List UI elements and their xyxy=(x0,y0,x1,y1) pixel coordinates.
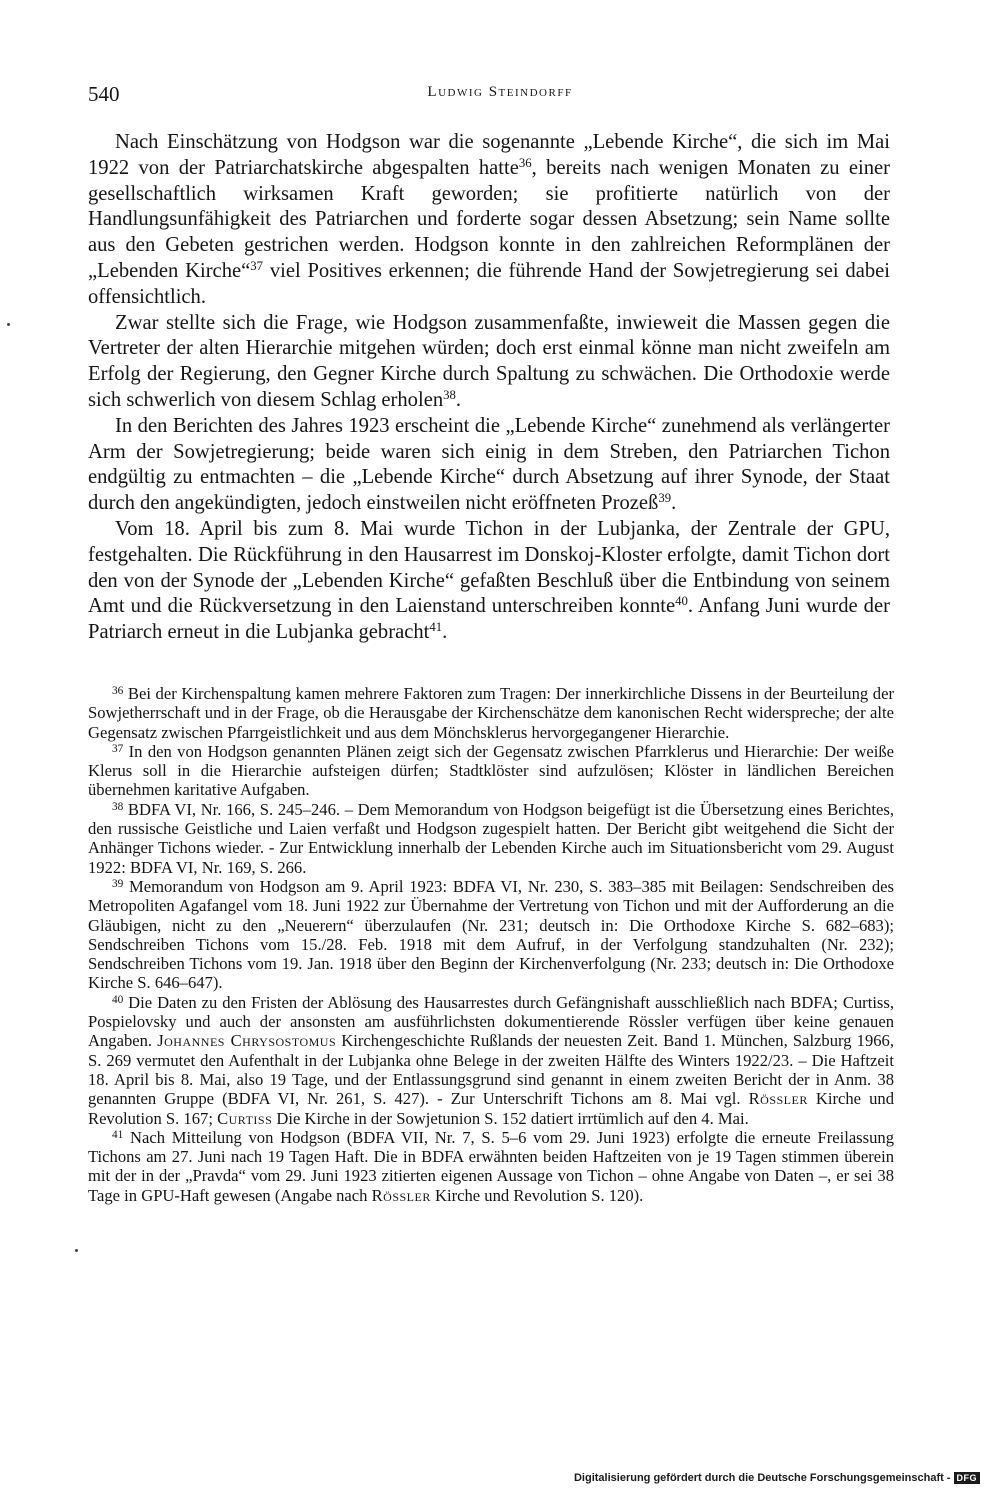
footnote-39: $^{39}$ Memorandum von Hodgson am 9. April 1923: BDFA VI, Nr. 230, S. 383–385 mit Beilagen: Sendschreiben des Metropoliten Agafangel vom 18. Juni 1922 zur Übernahme der Vertretung von Tichon und mit der Aufforderung an die Gläubigen, nicht zu den „Neuerern“ überzulaufen (Nr. 231; deutsch in: Die Orthodoxe Kirche S. 682–683); Sendschreiben Tichons vom 15./28. Feb. 1918 mit dem Aufruf, in der Verfolgung standzuhalten (Nr. 232); Sendschreiben Tichons vom 19. Jan. 1918 über den Beginn der Kirchenverfolgung (Nr. 233; deutsch in: Die Orthodoxe Kirche S. 646–647). xyxy=(88,876,894,993)
scan-speck xyxy=(7,323,10,326)
footnotes xyxy=(88,684,894,1205)
paragraph-2: Zwar stellte sich die Frage, wie Hodgson zusammenfaßte, inwieweit die Massen gegen die Vertreter der alten Hierarchie mitgehen würden; doch erst einmal könne man nicht zweifeln am Erfolg der Regierung, den Gegner Kirche durch Spaltung zu schwächen. Die Orthodoxie werde sich schwerlich von diesem Schlag erholen$^{38}$. xyxy=(88,311,890,411)
footnote-ref-36[interactable]: 36 xyxy=(518,155,532,170)
footnote-ref-41[interactable]: 41 xyxy=(429,620,443,635)
running-head: Ludwig Steindorff xyxy=(427,84,573,100)
author-name: Rössler xyxy=(748,1089,808,1109)
footnote-number: 37 xyxy=(112,742,124,755)
footnote-38: $^{38}$ BDFA VI, Nr. 166, S. 245–246. – Dem Memorandum von Hodgson beigefügt ist die Übersetzung eines Berichtes, den russische Geistliche und Laien verfaßt und Hodgson zugespielt hatten. Der Bericht gibt weitgehend die Sicht der Anhänger Tichons wieder. - Zur Entwicklung innerhalb der Lebenden Kirche auch im Situationsbericht vom 29. August 1922: BDFA VI, Nr. 169, S. 266. xyxy=(88,799,894,877)
author-name: Johannes Chrysostomus xyxy=(157,1031,337,1051)
footnote-ref-38[interactable]: 38 xyxy=(443,387,456,402)
funding-notice xyxy=(574,1472,980,1484)
footnote-number: 40 xyxy=(112,993,124,1006)
footnote-ref-39[interactable]: 39 xyxy=(658,491,672,506)
funding-text: Digitalisierung gefördert durch die Deutsche Forschungsgemeinschaft - xyxy=(573,1472,951,1484)
footnote-36: $^{36}$ Bei der Kirchenspaltung kamen mehrere Faktoren zum Tragen: Der innerkirchliche Dissens in der Beurteilung der Sowjetherrschaft und in der Frage, ob die Herausgabe der Kirchenschätze dem kanonischen Recht widerspreche; der alte Gegensatz zwischen Pfarrgeistlichkeit und aus dem Mönchsklerus hervorgegangener Hierarchie. xyxy=(88,684,894,742)
paragraph-3: In den Berichten des Jahres 1923 erscheint die „Lebende Kirche“ zunehmend als verlängerter Arm der Sowjetregierung; beide waren sich einig in dem Streben, den Patriarchen Tichon endgültig zu entmachten – die „Lebende Kirche“ durch Absetzung auf ihrer Synode, der Staat durch den angekündigten, jedoch einstweilen nicht eröffneten Prozeß$^{39}$. xyxy=(88,414,890,515)
author-name: Rössler xyxy=(371,1185,431,1205)
main-text xyxy=(88,130,890,646)
paragraph-1: Nach Einschätzung von Hodgson war die sogenannte „Lebende Kirche“, die sich im Mai 1922 von der Patriarchatskirche abgespalten hatte$^{36}$, bereits nach wenigen Monaten zu einer gesellschaftlich wirksamen Kraft geworden; sie profitierte natürlich von der Handlungsunfähigkeit des Patriarchen und forderte sogar dessen Absetzung; sein Name sollte aus den Gebeten gestrichen werden. Hodgson konnte in den zahlreichen Reformplänen der „Lebenden Kirche“$^{37}$ viel Positives erkennen; die führende Hand der Sowjetregierung sei dabei offensichtlich. xyxy=(88,131,891,308)
page-number: 540 xyxy=(88,82,120,106)
footnote-40: $^{40}$ Die Daten zu den Fristen der Ablösung des Hausarrestes durch Gefängnishaft ausschließlich nach BDFA; Curtiss, Pospielovsky und auch der ansonsten am ausführlichsten dokumentierende Rössler verfügen über keine genauen Angaben. Johannes Chrysostomus Kirchengeschichte Rußlands der neuesten Zeit. Band 1. München, Salzburg 1966, S. 269 vermutet den Aufenthalt in der Lubjanka ohne Belege in der zweiten Hälfte des Winters 1922/23. – Die Haftzeit 18. April bis 8. Mai, also 19 Tage, und der Entlassungsgrund sind genannt in einem zweiten Bericht der in Anm. 38 genannten Gruppe (BDFA VI, Nr. 261, S. 427). - Zur Unterschrift Tichons am 8. Mai vgl. Rössler Kirche und Revolution S. 167; Curtiss Die Kirche in der Sowjetunion S. 152 datiert irrtümlich auf den 4. Mai. xyxy=(88,992,894,1128)
footnote-number: 38 xyxy=(112,800,124,813)
footnote-37: $^{37}$ In den von Hodgson genannten Plänen zeigt sich der Gegensatz zwischen Pfarrklerus und Hierarchie: Der weiße Klerus soll in die Hierarchie aufsteigen dürfen; Stadtklöster sind aufzulösen; Klöster in ländlichen Bereichen übernehmen karitative Aufgaben. xyxy=(88,741,894,800)
footnote-number: 41 xyxy=(112,1128,124,1141)
footnote-41: $^{41}$ Nach Mitteilung von Hodgson (BDFA VII, Nr. 7, S. 5–6 vom 29. Juni 1923) erfolgte die erneute Freilassung Tichons am 27. Juni nach 19 Tagen Haft. Die in BDFA erwähnten beiden Haftzeiten von je 19 Tagen stimmen überein mit der in der „Pravda“ vom 29. Juni 1923 zitierten eigenen Aussage von Tichon – ohne Angabe von Daten –, er sei 38 Tage in GPU-Haft gewesen (Angabe nach Rössler Kirche und Revolution S. 120). xyxy=(88,1127,894,1205)
footnote-ref-37[interactable]: 37 xyxy=(250,258,264,273)
footnote-number: 36 xyxy=(112,684,124,697)
dfg-logo: DFG xyxy=(954,1472,981,1484)
footnote-number: 39 xyxy=(112,877,124,890)
paragraph-4: Vom 18. April bis zum 8. Mai wurde Tichon in der Lubjanka, der Zentrale der GPU, festgehalten. Die Rückführung in den Hausarrest im Donskoj-Kloster erfolgte, damit Tichon dort den von der Synode der „Lebenden Kirche“ gefaßten Beschluß über die Entbindung von seinem Amt und die Rückversetzung in den Laienstand unterschreiben konnte$^{40}$. Anfang Juni wurde der Patriarch erneut in die Lubjanka gebracht$^{41}$. xyxy=(88,517,890,644)
footnote-ref-40[interactable]: 40 xyxy=(675,594,688,609)
scan-speck xyxy=(75,1249,78,1252)
author-name: Curtiss xyxy=(217,1108,273,1128)
